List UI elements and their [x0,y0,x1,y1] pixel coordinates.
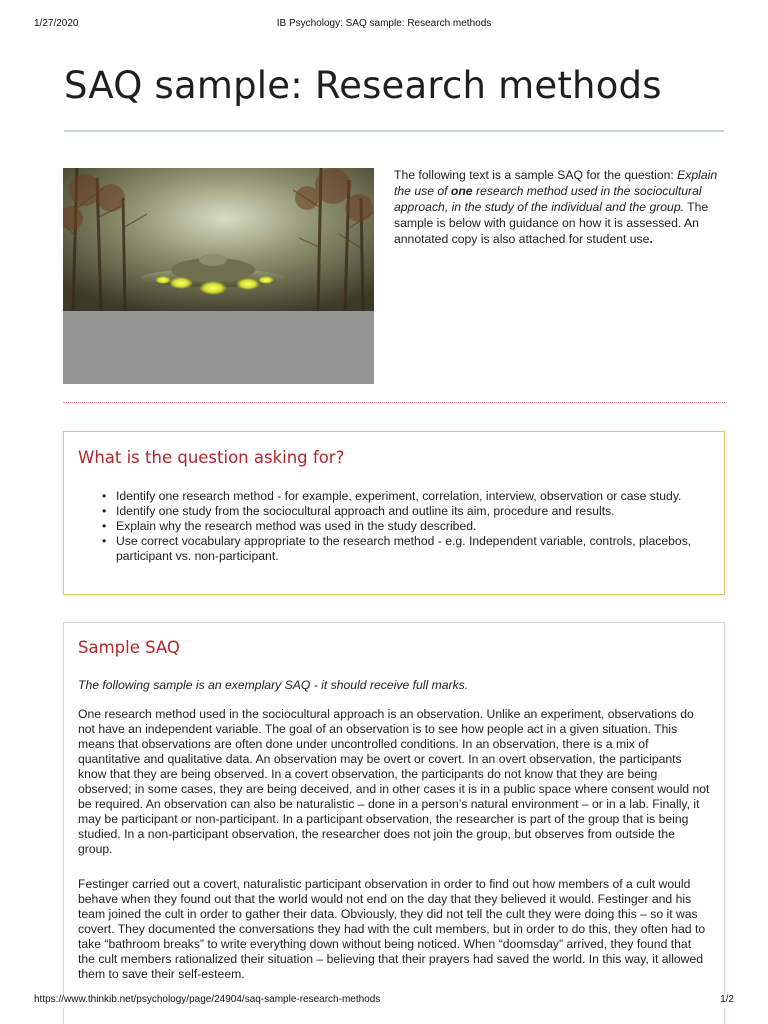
page-url[interactable]: https://www.thinkib.net/psychology/page/24904/saq-sample-research-methods [34,994,381,1005]
sample-paragraph: One research method used in the sociocultural approach is an observation. Unlike an experiment, observations do not have an independent variable. The goal of an observation is to see how people act in a given situation. This means that observations are often done under uncontrolled conditions. In an observation, there is a mix of quantitative and qualitative data. An observation may be overt or covert. In an overt observation, the participants know that they are being observed. In a covert observation, the participants do not know that they are being observed; in some cases, they are being deceived, and in other cases it is in a public space where consent would not be required. An observation can also be naturalistic – done in a person’s natural environment – or in a lab. Finally, it may be participant or non-participant. In a participant observation, the researcher is part of the group that is being studied. In a non-participant observation, the researcher does not join the group, but observes from outside the group. [78,707,710,856]
intro-lead: The following text is a sample SAQ for the question: [394,168,678,182]
title-divider [64,130,724,132]
print-date: 1/27/2020 [34,18,79,29]
question-criteria-list [102,489,702,564]
sample-lead: The following sample is an exemplary SAQ - it should receive full marks. [78,678,469,692]
intro-guidance: The sample is below with guidance on how it is assessed. An annotated copy is also attached for student use [394,200,709,246]
section-divider [63,402,725,403]
print-footer [34,994,734,1008]
sample-box-heading: Sample SAQ [78,638,180,657]
list-item: • Use correct vocabulary appropriate to the research method - e.g. Independent variable, controls, placebos, participant vs. non-participant. [102,534,702,564]
list-item: • Explain why the research method was used in the study described. [102,519,702,534]
page-title: SAQ sample: Research methods [64,64,662,107]
print-header [34,18,734,32]
intro-text: The following text is a sample SAQ for the question: Explain the use of one research method used in the sociocultural approach, in the study of the individual and the group. The sample is below with guidance on how it is assessed. An annotated copy is also attached for student use. [394,168,718,246]
ufo-forest-image [63,168,374,384]
list-item: • Identify one research method - for example, experiment, correlation, interview, observation or case study. [102,489,702,504]
sample-paragraph: Festinger carried out a covert, naturalistic participant observation in order to find out how members of a cult would behave when they found out that the world would not end on the day that they believed it would. Festinger and his team joined the cult in order to gather their data. Obviously, they did not tell the cult they were doing this – so it was covert. They documented the conversations they had with the cult members, but in order to do this, they often had to take “bathroom breaks” to write everything down without being noticed. When “doomsday” arrived, they found that the cult members rationalized their situation – believing that their prayers had saved the world. In this way, it allowed them to save their self-esteem. [78,877,706,981]
page-number: 1/2 [720,994,734,1005]
question-box-heading: What is the question asking for? [78,448,345,467]
sample-saq-box [63,622,725,1024]
intro-question-emphasis: one [450,184,473,198]
list-item: • Identify one study from the sociocultural approach and outline its aim, procedure and results. [102,504,702,519]
question-box [63,431,725,595]
print-page-title: IB Psychology: SAQ sample: Research methods [276,18,492,29]
intro-question: Explain the use of one research method used in the sociocultural approach, in the study of the individual and the group. [394,168,718,214]
